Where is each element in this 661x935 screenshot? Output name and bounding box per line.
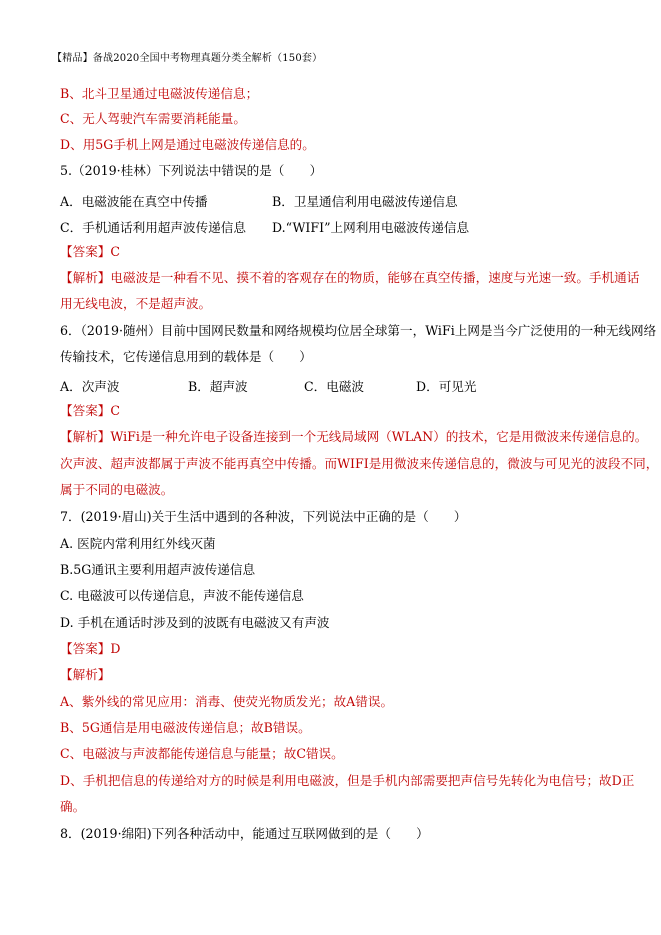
- q6-stem-line-1: 6．（2019·随州）目前中国网民数量和网络规模均位居全球第一，WiFi上网是当今广泛使用的一种无线网络: [60, 323, 657, 338]
- q7-option-c: C. 电磁波可以传递信息，声波不能传递信息: [60, 588, 304, 603]
- q5-option-c: C．手机通话利用超声波传递信息: [60, 220, 246, 235]
- q5-stem: 5.（2019·桂林）下列说法中错误的是（ ）: [60, 163, 323, 178]
- q7-option-b: B.5G通讯主要利用超声波传递信息: [60, 562, 256, 577]
- q6-analysis-line-1: 【解析】WiFi是一种允许电子设备连接到一个无线局域网（WLAN）的技术，它是用微波来传递信息的。: [60, 429, 648, 444]
- q4-option-c-analysis: C、无人驾驶汽车需要消耗能量。: [60, 111, 246, 126]
- q7-answer: 【答案】D: [60, 641, 121, 656]
- q5-analysis-line-1: 【解析】电磁波是一种看不见、摸不着的客观存在的物质，能够在真空传播，速度与光速一致。手机通话: [60, 270, 640, 285]
- q8-stem: 8．(2019·绵阳)下列各种活动中，能通过互联网做到的是（ ）: [60, 826, 429, 841]
- q6-option-b: B．超声波: [188, 379, 248, 394]
- q7-option-a: A. 医院内常利用红外线灭菌: [60, 536, 216, 551]
- q6-option-c: C．电磁波: [304, 379, 365, 394]
- q7-analysis-title: 【解析】: [60, 667, 111, 682]
- q5-option-b: B．卫星通信利用电磁波传递信息: [272, 194, 458, 209]
- q7-analysis-b: B、5G通信是用电磁波传递信息；故B错误。: [60, 720, 311, 735]
- q7-option-d: D. 手机在通话时涉及到的波既有电磁波又有声波: [60, 615, 330, 630]
- q6-option-a: A．次声波: [60, 379, 120, 394]
- q7-analysis-d-line-1: D、手机把信息的传递给对方的时候是利用电磁波，但是手机内部需要把声信号先转化为电信号；故D正: [60, 773, 635, 788]
- q6-stem-line-2: 传输技术，它传递信息用到的载体是（ ）: [60, 349, 312, 364]
- q6-answer: 【答案】C: [60, 403, 121, 418]
- q4-option-b-analysis: B、北斗卫星通过电磁波传递信息；: [60, 86, 259, 101]
- q7-analysis-d-line-2: 确。: [60, 799, 86, 814]
- q5-option-d: D.“WIFI”上网利用电磁波传递信息: [272, 220, 470, 235]
- page-header: 【精品】备战2020全国中考物理真题分类全解析（150套）: [52, 53, 323, 64]
- q6-option-d: D．可见光: [416, 379, 477, 394]
- q5-analysis-line-2: 用无线电波，不是超声波。: [60, 296, 212, 311]
- q6-analysis-line-2: 次声波、超声波都属于声波不能再真空中传播。而WIFI是用微波来传递信息的，微波与可见光的波段不同，: [60, 456, 659, 471]
- q6-analysis-line-3: 属于不同的电磁波。: [60, 482, 174, 497]
- q7-analysis-c: C、电磁波与声波都能传递信息与能量；故C错误。: [60, 746, 344, 761]
- q5-answer: 【答案】C: [60, 244, 121, 259]
- q5-option-a: A．电磁波能在真空中传播: [60, 194, 208, 209]
- q7-analysis-a: A、紫外线的常见应用：消毒、使荧光物质发光；故A错误。: [60, 694, 394, 709]
- q4-option-d-analysis: D、用5G手机上网是通过电磁波传递信息的。: [60, 137, 315, 152]
- q7-stem: 7．(2019·眉山)关于生活中遇到的各种波，下列说法中正确的是（ ）: [60, 509, 467, 524]
